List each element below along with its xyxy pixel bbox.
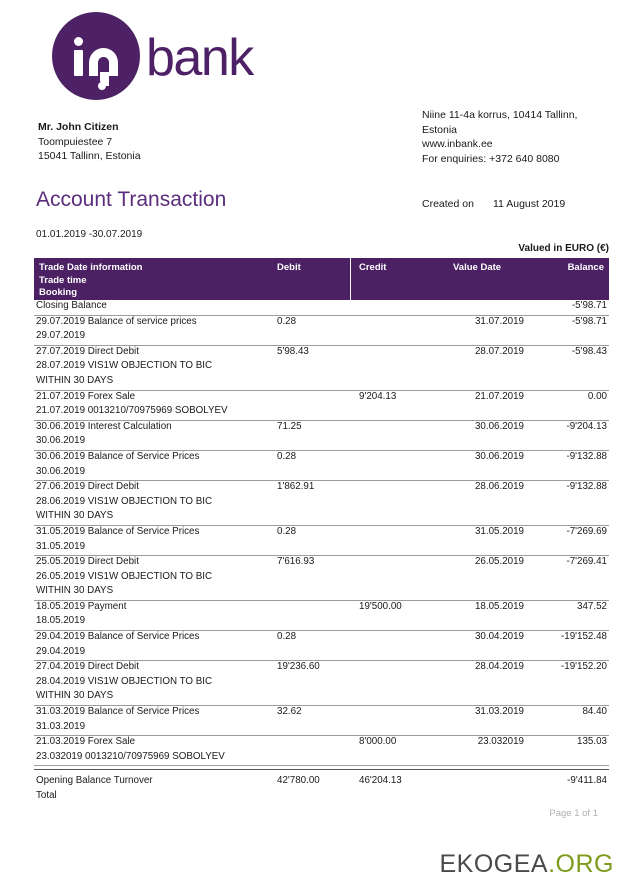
cell-balance: -9'132.88 xyxy=(566,481,607,493)
table-row-line xyxy=(34,300,609,315)
header-divider xyxy=(350,258,351,300)
bank-address-line2: Estonia xyxy=(422,123,458,136)
cell-balance: 0.00 xyxy=(587,390,607,402)
table-row-line xyxy=(34,585,609,600)
cell-value-date: 30.06.2019 xyxy=(474,420,524,432)
table-row-line xyxy=(34,346,609,361)
table-row-line xyxy=(34,721,609,736)
table-row-line xyxy=(34,751,609,766)
cell-debit: 0.28 xyxy=(277,450,297,462)
header-credit: Credit xyxy=(359,262,387,273)
cell-description: 31.05.2019 Balance of Service Prices xyxy=(36,525,200,537)
cell-description: 25.05.2019 Direct Debit xyxy=(36,556,139,568)
table-row-line xyxy=(34,526,609,541)
cell-description: 29.07.2019 Balance of service prices xyxy=(36,315,197,327)
totals-label-line2: Total xyxy=(36,790,57,801)
cell-debit: 7'616.93 xyxy=(277,556,315,568)
table-header xyxy=(34,258,609,300)
logo-i-dot xyxy=(74,37,83,46)
cell-description: 29.07.2019 xyxy=(36,330,86,342)
cell-debit: 1'862.91 xyxy=(277,481,315,493)
table-row-line xyxy=(34,435,609,450)
cell-credit: 9'204.13 xyxy=(359,390,397,402)
cell-balance: -5'98.71 xyxy=(571,300,607,311)
cell-description: 18.05.2019 xyxy=(36,615,86,627)
statement-period: 01.01.2019 -30.07.2019 xyxy=(36,229,143,240)
transactions-table xyxy=(34,258,609,805)
watermark-main: EKOGEA xyxy=(439,850,549,878)
cell-description: Closing Balance xyxy=(36,300,107,311)
bank-website: www.inbank.ee xyxy=(422,138,493,150)
table-row xyxy=(34,706,609,736)
cell-value-date: 28.04.2019 xyxy=(474,661,524,673)
cell-description: 28.04.2019 VIS1W OBJECTION TO BIC xyxy=(36,675,213,687)
header-booking: Booking xyxy=(39,287,77,299)
totals-credit: 46'204.13 xyxy=(359,775,402,787)
table-body xyxy=(34,300,609,766)
table-row-line xyxy=(34,510,609,525)
cell-description: 23.032019 0013210/70975969 SOBOLYEV xyxy=(36,750,225,762)
table-row xyxy=(34,736,609,766)
cell-balance: 135.03 xyxy=(577,736,607,748)
cell-debit: 32.62 xyxy=(277,706,302,718)
valued-in-currency: Valued in EURO (€) xyxy=(518,243,609,254)
cell-debit: 5'98.43 xyxy=(277,345,309,357)
table-row-line xyxy=(34,646,609,661)
cell-description: 28.06.2019 VIS1W OBJECTION TO BIC xyxy=(36,495,213,507)
table-row xyxy=(34,316,609,346)
page-number: Page 1 of 1 xyxy=(549,808,598,819)
table-row-line xyxy=(34,391,609,406)
cell-description: 27.06.2019 Direct Debit xyxy=(36,481,139,493)
cell-credit: 8'000.00 xyxy=(359,736,397,748)
cell-debit: 19'236.60 xyxy=(277,661,320,673)
watermark xyxy=(440,850,615,879)
cell-debit: 71.25 xyxy=(277,420,302,432)
table-row xyxy=(34,526,609,556)
table-row-line xyxy=(34,661,609,676)
cell-description: 29.04.2019 xyxy=(36,645,86,657)
cell-description: WITHIN 30 DAYS xyxy=(36,374,114,386)
table-row xyxy=(34,481,609,526)
table-row-line xyxy=(34,421,609,436)
totals-debit: 42'780.00 xyxy=(277,775,320,787)
table-row-line xyxy=(34,706,609,721)
logo-wordmark: bank xyxy=(146,29,253,87)
table-row xyxy=(34,556,609,601)
table-row-line xyxy=(34,375,609,390)
table-row-line xyxy=(34,676,609,691)
table-row-line xyxy=(34,631,609,646)
header-debit: Debit xyxy=(277,262,301,273)
table-row xyxy=(34,601,609,631)
customer-name: Mr. John Citizen xyxy=(38,121,119,133)
table-row-line xyxy=(34,405,609,420)
table-row-line xyxy=(34,736,609,751)
table-row-line xyxy=(34,690,609,705)
cell-value-date: 23.032019 xyxy=(477,736,524,748)
logo-i-stem xyxy=(74,50,83,76)
table-row-line xyxy=(34,360,609,375)
cell-balance: -7'269.41 xyxy=(566,556,607,568)
bank-address xyxy=(422,108,612,166)
customer-street: Toompuiestee 7 xyxy=(38,135,113,148)
table-row-line xyxy=(34,615,609,630)
watermark-tld: .ORG xyxy=(548,850,614,878)
cell-value-date: 31.05.2019 xyxy=(474,525,524,537)
table-row-line xyxy=(34,316,609,331)
cell-value-date: 30.06.2019 xyxy=(474,450,524,462)
cell-balance: -5'98.71 xyxy=(571,315,607,327)
cell-balance: 84.40 xyxy=(582,706,607,718)
cell-description: 29.04.2019 Balance of Service Prices xyxy=(36,631,200,643)
table-row-line xyxy=(34,466,609,481)
table-row xyxy=(34,346,609,391)
table-row-line xyxy=(34,556,609,571)
table-row-line xyxy=(34,601,609,616)
cell-value-date: 18.05.2019 xyxy=(474,600,524,612)
table-row-line xyxy=(34,451,609,466)
table-row xyxy=(34,451,609,481)
cell-value-date: 28.07.2019 xyxy=(474,345,524,357)
cell-description: 26.05.2019 VIS1W OBJECTION TO BIC xyxy=(36,570,213,582)
cell-value-date: 31.07.2019 xyxy=(474,315,524,327)
table-row-line xyxy=(34,481,609,496)
cell-description: 27.04.2019 Direct Debit xyxy=(36,661,139,673)
table-row-line xyxy=(34,541,609,556)
in-circle-logo-icon xyxy=(52,12,140,100)
cell-balance: -19'152.48 xyxy=(561,631,607,643)
totals-balance: -9'411.84 xyxy=(567,775,607,787)
cell-debit: 0.28 xyxy=(277,315,297,327)
cell-balance: -5'98.43 xyxy=(571,345,607,357)
cell-credit: 19'500.00 xyxy=(359,600,402,612)
cell-description: 30.06.2019 xyxy=(36,465,86,477)
header-left-group xyxy=(39,262,142,300)
table-row-line xyxy=(34,496,609,511)
inbank-logo xyxy=(52,12,253,100)
cell-balance: -19'152.20 xyxy=(561,661,607,673)
cell-description: 18.05.2019 Payment xyxy=(36,600,127,612)
cell-value-date: 21.07.2019 xyxy=(474,390,524,402)
cell-balance: -7'269.69 xyxy=(566,525,607,537)
table-row-line xyxy=(34,571,609,586)
cell-balance: -9'204.13 xyxy=(566,420,607,432)
page-title: Account Transaction xyxy=(36,188,227,211)
cell-value-date: 30.04.2019 xyxy=(474,631,524,643)
cell-balance: 347.52 xyxy=(577,600,607,612)
cell-description: 31.03.2019 Balance of Service Prices xyxy=(36,706,200,718)
cell-description: 21.07.2019 Forex Sale xyxy=(36,390,136,402)
cell-description: WITHIN 30 DAYS xyxy=(36,585,114,597)
created-on-date: 11 August 2019 xyxy=(493,198,566,210)
header-trade-date: Trade Date information xyxy=(39,262,143,273)
bank-address-line1: Niine 11-4a korrus, 10414 Tallinn, xyxy=(422,109,578,121)
bank-enquiries: For enquiries: +372 640 8080 xyxy=(422,152,560,165)
customer-city: 15041 Tallinn, Estonia xyxy=(38,150,141,162)
cell-description: WITHIN 30 DAYS xyxy=(36,510,114,522)
table-row xyxy=(34,391,609,421)
cell-description: WITHIN 30 DAYS xyxy=(36,690,114,702)
header-value-date: Value Date xyxy=(453,262,502,273)
table-row-line xyxy=(34,330,609,345)
table-row xyxy=(34,631,609,661)
cell-description: 30.06.2019 xyxy=(36,435,86,447)
cell-description: 30.06.2019 Balance of Service Prices xyxy=(36,450,200,462)
table-row xyxy=(34,421,609,451)
table-row xyxy=(34,300,609,316)
cell-description: 27.07.2019 Direct Debit xyxy=(36,345,139,357)
customer-address xyxy=(38,120,141,164)
cell-description: 30.06.2019 Interest Calculation xyxy=(36,420,172,432)
totals-row xyxy=(34,769,609,804)
cell-value-date: 31.03.2019 xyxy=(474,706,524,718)
header-trade-time: Trade time xyxy=(39,274,87,286)
cell-description: 21.03.2019 Forex Sale xyxy=(36,736,136,748)
cell-description: 31.03.2019 xyxy=(36,720,86,732)
created-on-label: Created on xyxy=(422,198,474,210)
header-balance: Balance xyxy=(567,262,604,273)
cell-debit: 0.28 xyxy=(277,525,297,537)
cell-balance: -9'132.88 xyxy=(566,450,607,462)
cell-description: 28.07.2019 VIS1W OBJECTION TO BIC xyxy=(36,360,213,372)
logo-n-tail-dot xyxy=(98,82,106,90)
cell-value-date: 28.06.2019 xyxy=(474,481,524,493)
cell-description: 21.07.2019 0013210/70975969 SOBOLYEV xyxy=(36,405,228,417)
table-row xyxy=(34,661,609,706)
cell-debit: 0.28 xyxy=(277,631,297,643)
cell-value-date: 26.05.2019 xyxy=(474,556,524,568)
cell-description: 31.05.2019 xyxy=(36,540,86,552)
totals-label-line1: Opening Balance Turnover xyxy=(36,775,153,787)
